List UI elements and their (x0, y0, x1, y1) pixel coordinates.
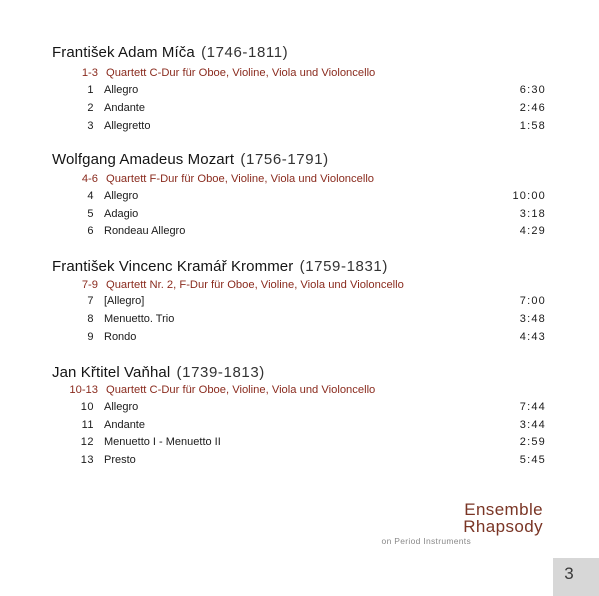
track-duration: 3:48 (519, 313, 546, 325)
track-row (52, 120, 546, 138)
page-number-box (553, 558, 599, 596)
track-title: Rondo (104, 331, 137, 343)
work-title (52, 279, 432, 291)
track-row (52, 331, 546, 349)
track-number: 10 (80, 401, 94, 413)
track-duration: 2:46 (519, 102, 546, 114)
ensemble-name-line2: Rhapsody (463, 517, 543, 536)
track-title: Allegretto (104, 120, 151, 132)
track-range: 10-13 (69, 384, 98, 396)
track-number: 4 (87, 190, 94, 202)
composer-dates: (1759-1831) (299, 258, 388, 275)
composer-name: Wolfgang Amadeus Mozart (52, 151, 235, 168)
composer-heading (52, 44, 288, 61)
ensemble-subtitle: on Period Instruments (381, 536, 471, 546)
track-duration: 6:30 (519, 84, 546, 96)
track-duration: 5:45 (519, 454, 546, 466)
track-row (52, 454, 546, 472)
track-row (52, 313, 546, 331)
track-duration: 7:44 (519, 401, 546, 413)
composer-dates: (1756-1791) (240, 151, 329, 168)
track-number: 2 (87, 102, 94, 114)
composer-heading (52, 258, 388, 275)
track-title: Menuetto. Trio (104, 313, 175, 325)
track-title: Adagio (104, 208, 139, 220)
track-title: Presto (104, 454, 136, 466)
composer-dates: (1739-1813) (176, 364, 265, 381)
track-duration: 2:59 (519, 436, 546, 448)
track-title: Menuetto I - Menuetto II (104, 436, 221, 448)
composer-name: František Vincenc Kramář Krommer (52, 258, 294, 275)
work-title (52, 67, 432, 79)
track-number: 5 (87, 208, 94, 220)
track-duration: 3:18 (519, 208, 546, 220)
track-title: Andante (104, 419, 145, 431)
work-name: Quartett C-Dur für Oboe, Violine, Viola und Violoncello (106, 384, 376, 396)
work-title (52, 173, 432, 185)
track-duration: 10:00 (512, 190, 546, 202)
track-row (52, 436, 546, 454)
track-number: 12 (80, 436, 94, 448)
work-title (52, 384, 432, 396)
track-title: [Allegro] (104, 295, 145, 307)
track-row (52, 208, 546, 226)
composer-heading (52, 151, 329, 168)
track-number: 8 (87, 313, 94, 325)
track-title: Allegro (104, 190, 139, 202)
track-title: Allegro (104, 401, 139, 413)
track-duration: 7:00 (519, 295, 546, 307)
track-number: 7 (87, 295, 94, 307)
work-name: Quartett C-Dur für Oboe, Violine, Viola und Violoncello (106, 67, 376, 79)
track-row (52, 84, 546, 102)
track-row (52, 225, 546, 243)
track-title: Rondeau Allegro (104, 225, 186, 237)
track-row (52, 102, 546, 120)
track-range: 1-3 (81, 67, 98, 79)
track-row (52, 419, 546, 437)
track-title: Andante (104, 102, 145, 114)
track-number: 9 (87, 331, 94, 343)
track-number: 13 (80, 454, 94, 466)
ensemble-name-line1: Ensemble (464, 500, 543, 519)
work-name: Quartett Nr. 2, F-Dur für Oboe, Violine, Viola und Violoncello (106, 279, 404, 291)
track-row (52, 190, 546, 208)
composer-heading (52, 364, 265, 381)
track-number: 11 (81, 419, 94, 431)
composer-name: František Adam Míča (52, 44, 195, 61)
track-duration: 1:58 (519, 120, 546, 132)
composer-dates: (1746-1811) (201, 44, 289, 61)
page-number: 3 (564, 564, 574, 583)
work-name: Quartett F-Dur für Oboe, Violine, Viola und Violoncello (106, 173, 375, 185)
track-duration: 4:29 (519, 225, 546, 237)
track-duration: 4:43 (519, 331, 546, 343)
composer-name: Jan Křtitel Vaňhal (52, 364, 171, 381)
track-range: 4-6 (81, 173, 98, 185)
track-title: Allegro (104, 84, 139, 96)
track-duration: 3:44 (519, 419, 546, 431)
track-range: 7-9 (81, 279, 98, 291)
track-row (52, 401, 546, 419)
track-number: 3 (87, 120, 94, 132)
track-row (52, 295, 546, 313)
track-number: 6 (87, 225, 94, 237)
track-number: 1 (87, 84, 94, 96)
